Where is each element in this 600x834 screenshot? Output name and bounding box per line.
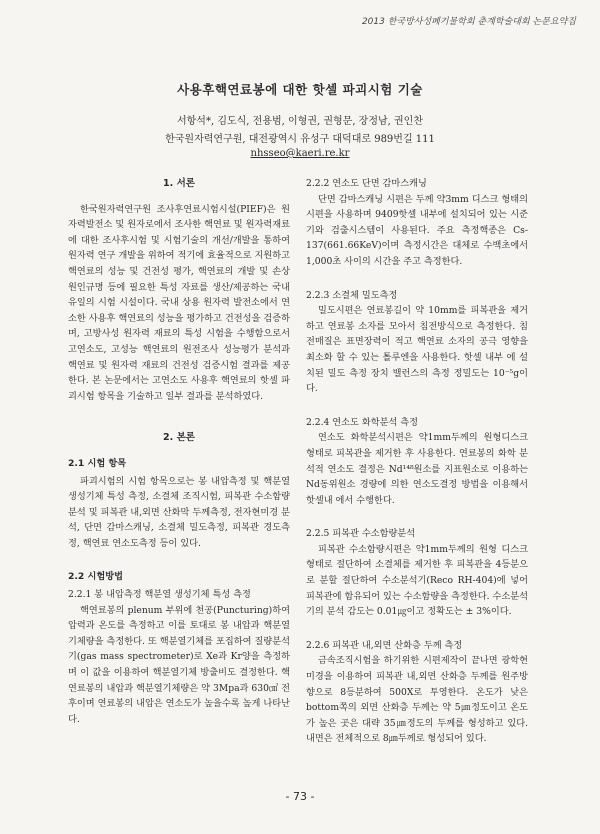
right-column [306,176,528,747]
subsection-title-2-2-5: 2.2.5 피복관 수소함량분석 [306,528,416,540]
paragraph-2-2-4: 연소도 화학분석시편은 약1mm두께의 원형디스크 형태로 피복관을 제거한 후 사용한다. 연료봉의 화학 분석적 연소도 결정은 Nd¹⁴⁸원소를 지표원소로 이용하는 Nd동위원소 경량에 의한 연소도결정 방법을 이용해서 핫셀내 에서 수행한다. [306,432,528,506]
paragraph-2-2-6: 금속조직시험을 하기위한 시편제작이 끝나면 광학현미경을 이용하여 피복관 내,외면 산화층 두께를 원주방향으로 8등분하여 500X로 투영한다. 온도가 낮은 bottom쪽의 외면 산화층 두께는 약 5㎛정도이고 온도가 높은 곳은 대략 35㎛정도의 두께를 형성하고 있다. 내면은 전체적으로 8㎛두께로 형성되어 있다. [306,655,528,745]
subsection-title-2-1: 2.1 시험 항목 [68,457,127,469]
authors: 서항석*, 김도식, 전용범, 이형권, 권형문, 장정남, 권인찬 [176,116,423,127]
subsection-title-2-2-6: 2.2.6 피복관 내,외면 산화층 두께 측정 [306,639,463,651]
intro-paragraph: 한국원자력연구원 조사후연료시험시설(PIEF)은 원자력발전소 및 원자로에서 조사한 핵연료 및 원자력재료에 대한 조사후시험 및 시험기술의 개선/개발을 통하여 원자력 연구 개발을 위하여 적기에 효율적으로 지원하고 핵연료의 성능 및 건전성 평가, 핵연료의 개발 및 손상 원인규명 등에 필요한 특성 자료를 생산/제공하는 국내 유일의 시험 시설이다. 국내 상용 원자력 발전소에서 연소한 사용후 핵연료의 성능을 평가하고 건전성을 검증하며, 고방사성 원자력 재료의 특성 시험을 수행함으로서 고연소도, 고성능 핵연료의 원전조사 성능평가 분석과 핵연료 및 원자력 재료의 건전성 검증시험 결과를 제공 한다. 본 논문에서는 고연소도 사용후 핵연료의 핫셀 파괴시험 항목을 기술하고 일부 결과를 분석하였다. [68,203,290,402]
subsection-title-2-2-4: 2.2.4 연소도 화학분석 측정 [306,416,419,428]
paragraph-2-2-5: 피복관 수소함량시편은 약1mm두께의 원형 디스크형태로 절단하여 소결체를 제거한 후 피복관을 4등분으로 분할 절단하여 수소분석기(Reco RH-404)에 넣어 피복관에 함유되어 있는 수소함량을 측정한다. 수소분석기의 분석 감도는 0.01㎍이고 정확도는 ± 3%이다. [306,543,528,618]
subsection-title-2-2: 2.2 시험방법 [68,571,123,583]
section-title-body: 2. 본론 [163,432,195,444]
subsection-title-2-2-1: 2.2.1 봉 내압측정 핵분열 생성기체 특성 측정 [68,589,251,601]
page-number: - 73 - [285,790,315,803]
paper-title: 사용후핵연료봉에 대한 핫셀 파괴시험 기술 [177,82,423,97]
paragraph-2-1: 파괴시험의 시험 항목으로는 봉 내압측정 및 핵분열 생성기체 특성 측정, 소결체 조직시험, 피복관 수소함량 분석 및 피복관 내,외면 산화막 두께측정, 전자현미경 분석, 단면 감마스캐닝, 소결체 밀도측정, 피복관 경도측정, 핵연료 연소도측정 등이 있다. [68,475,290,549]
paragraph-2-2-2: 단면 감마스캐닝 시편은 두께 약3mm 디스크 형태의 시편을 사용하며 9409핫셀 내부에 설치되어 있는 시준기와 검출시스템이 사용된다. 주요 측정핵종은 Cs-137(661.66KeV)이며 측정시간은 대체로 수백초에서 1,000초 사이의 시간을 주고 측정한다. [306,193,528,267]
affiliation: 한국원자력연구원, 대전광역시 유성구 대덕대로 989번길 111 [165,134,435,145]
subsection-title-2-2-2: 2.2.2 연소도 단면 감마스캐닝 [306,178,427,189]
conference-header: 2013 한국방사성폐기물학회 춘계학술대회 논문요약집 [361,17,576,27]
left-column [68,176,290,727]
section-title-introduction: 1. 서론 [163,178,195,189]
subsection-title-2-2-3: 2.2.3 소결체 밀도측정 [306,289,398,301]
paragraph-2-2-3: 밀도시편은 연료봉길이 약 10mm를 피복관을 제거하고 연료봉 소자를 모아서 침전방식으로 측정한다. 침전매질은 표면장력이 적고 핵연료 소자의 공극 영향을 최소화 할 수 있는 톨루엔을 사용한다. 핫셀 내부 에 설치된 밀도 측정 장치 밸런스의 측정 정밀도는 10⁻⁵g이다. [306,305,528,395]
author-email: nhsseo@kaeri.re.kr [250,148,350,159]
paragraph-2-2-1: 핵연료봉의 plenum 부위에 천공(Puncturing)하여 압력과 온도를 측정하고 이를 토대로 봉 내압과 핵분열 기체량을 측정한다. 또 핵분열기체를 포집하여 질량분석기(gas mass spectrometer)로 Xe과 Kr양을 측정하며 이 값을 이용하여 핵분열기체 방출비도 결정한다. 핵연료봉의 내압과 핵분열기체량은 약 3Mpa과 630㎤ 전후이며 연료봉의 내압은 연소도가 높을수록 높게 나타난다. [68,604,290,725]
